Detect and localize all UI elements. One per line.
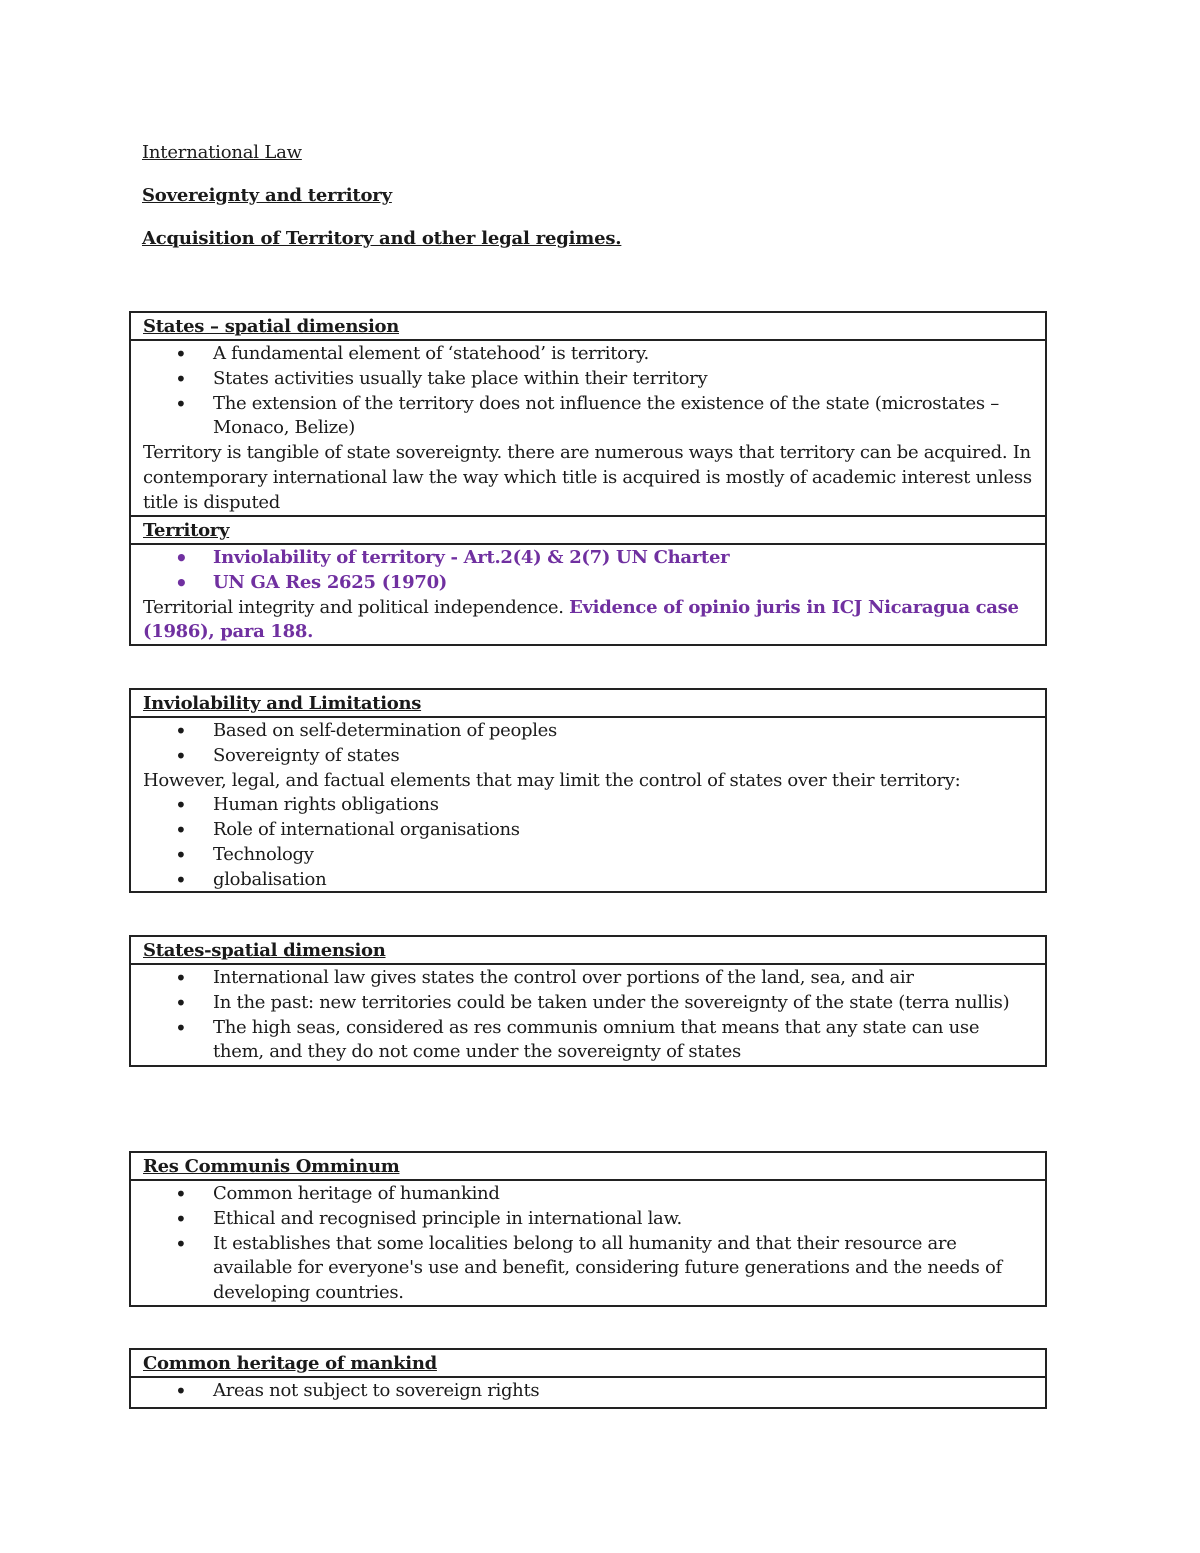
paragraph-plain-text: Territorial integrity and political independence.	[143, 596, 570, 618]
table-common-heritage	[129, 1348, 1047, 1409]
table-header-common-heritage: Common heritage of mankind	[131, 1350, 1045, 1378]
table-cell-states-spatial-2	[131, 965, 1045, 1065]
table-header-states-spatial-2: States-spatial dimension	[131, 937, 1045, 965]
table-states-spatial-2	[129, 935, 1047, 1067]
list-item: • Human rights obligations	[143, 793, 1033, 818]
document-title: International Law	[142, 142, 302, 163]
bullet-list	[143, 342, 1033, 441]
list-item: • It establishes that some localities belong to all humanity and that their resource are available for everyone's use and benefit, considering future generations and the needs of developing countries.	[143, 1232, 1033, 1306]
list-item: • Role of international organisations	[143, 818, 1033, 843]
list-item: • A fundamental element of ‘statehood’ is territory.	[143, 342, 1033, 367]
table-cell-territory	[131, 545, 1045, 645]
list-item: • The high seas, considered as res communis omnium that means that any state can use them, and they do not come under the sovereignty of states	[143, 1016, 1033, 1066]
bullet-list	[143, 1379, 1033, 1404]
list-item: • Technology	[143, 843, 1033, 868]
list-item: • Sovereignty of states	[143, 744, 1033, 769]
bullet-list	[143, 719, 1033, 769]
paragraph-territory-tangible: Territory is tangible of state sovereignty. there are numerous ways that territory can be acquired. In contemporary international law the way which title is acquired is mostly of academic interest unless title is disputed	[143, 442, 1032, 513]
list-item: • Areas not subject to sovereign rights	[143, 1379, 1033, 1404]
table-cell-inviolability	[131, 718, 1045, 893]
list-item: • Inviolability of territory - Art.2(4) & 2(7) UN Charter	[143, 546, 1033, 571]
paragraph-limitations: However, legal, and factual elements that may limit the control of states over their territory:	[143, 769, 961, 791]
bullet-list	[143, 546, 1033, 596]
paragraph-territorial-integrity	[143, 596, 1033, 646]
list-item: • In the past: new territories could be taken under the sovereignty of the state (terra nullis)	[143, 991, 1033, 1016]
bullet-list	[143, 966, 1033, 1065]
table-header-res-communis: Res Communis Omminum	[131, 1153, 1045, 1181]
bullet-list	[143, 793, 1033, 892]
list-item: • Common heritage of humankind	[143, 1182, 1033, 1207]
list-item: • States activities usually take place within their territory	[143, 367, 1033, 392]
table-header-inviolability: Inviolability and Limitations	[131, 690, 1045, 718]
list-item: • International law gives states the control over portions of the land, sea, and air	[143, 966, 1033, 991]
table-cell-states-spatial	[131, 341, 1045, 517]
table-inviolability	[129, 688, 1047, 893]
table-cell-common-heritage	[131, 1378, 1045, 1404]
list-item: • UN GA Res 2625 (1970)	[143, 571, 1033, 596]
subtitle-acquisition: Acquisition of Territory and other legal regimes.	[142, 228, 622, 249]
subtitle-sovereignty: Sovereignty and territory	[142, 185, 392, 206]
list-item: • Ethical and recognised principle in international law.	[143, 1207, 1033, 1232]
table-res-communis	[129, 1151, 1047, 1307]
list-item: • globalisation	[143, 868, 1033, 893]
table-states-territory	[129, 311, 1047, 646]
bullet-list	[143, 1182, 1033, 1306]
table-header-territory: Territory	[131, 517, 1045, 545]
paragraph-accent-text: Evidence of opinio juris in ICJ Nicaragua case (1986), para 188.	[143, 596, 1019, 643]
table-cell-res-communis	[131, 1181, 1045, 1306]
table-header-states-spatial: States – spatial dimension	[131, 313, 1045, 341]
list-item: • The extension of the territory does not influence the existence of the state (microstates – Monaco, Belize)	[143, 392, 1033, 442]
list-item: • Based on self-determination of peoples	[143, 719, 1033, 744]
